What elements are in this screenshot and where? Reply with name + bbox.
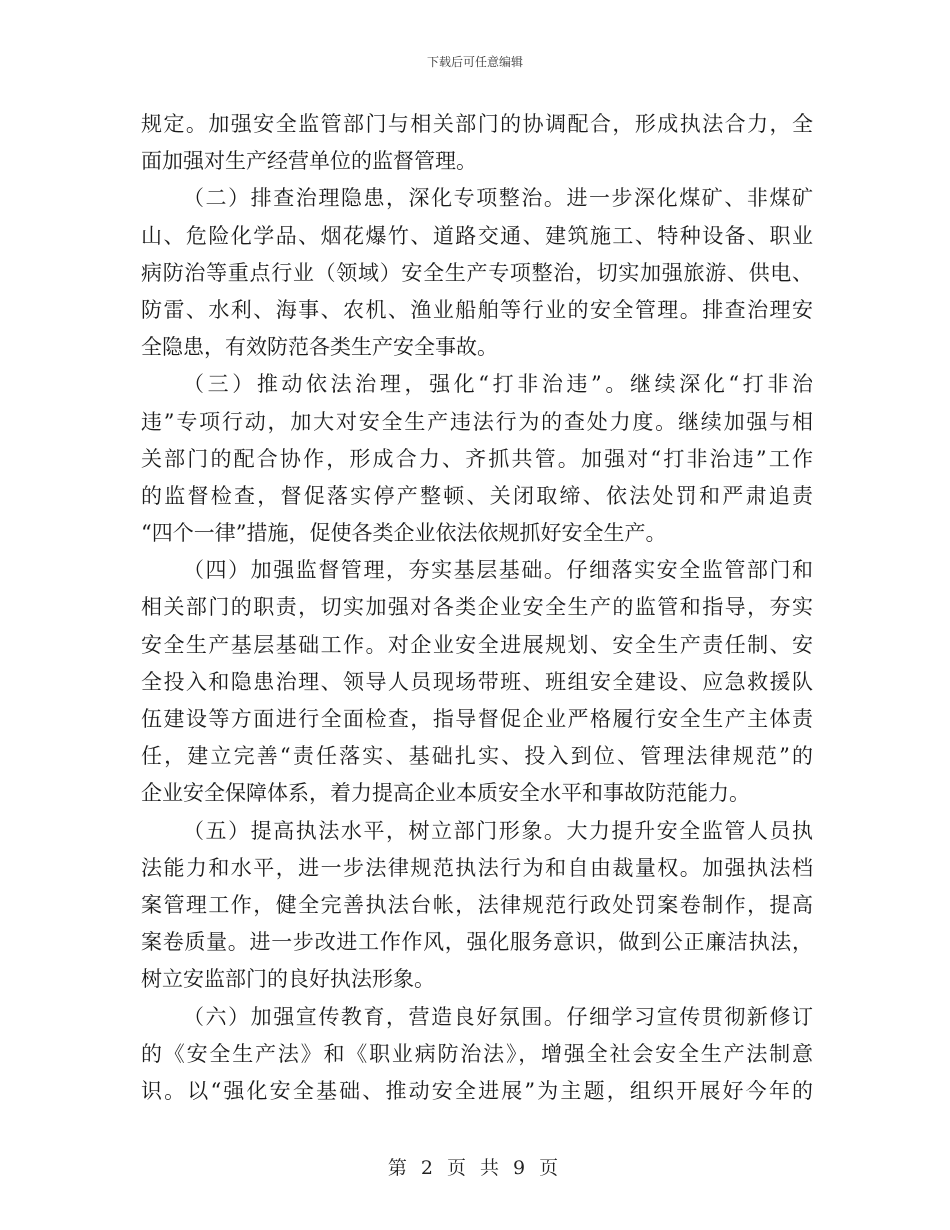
section-heading-line: （三）推动依法治理，强化“打非治违”。继续深化“打非治	[183, 372, 813, 397]
section-heading-line: （二）排查治理隐患，深化专项整治。进一步深化煤矿、非煤矿	[183, 186, 813, 211]
body-line: 伍建设等方面进行全面检查，指导督促企业严格履行安全生产主体责	[141, 707, 813, 731]
body-line: 全投入和隐患治理、领导人员现场带班、班组安全建设、应急救援队	[141, 669, 813, 694]
section-heading-line: （六）加强宣传教育，营造良好氛围。仔细学习宣传贯彻新修订	[183, 1004, 813, 1029]
page-number-footer: 第 2 页 共 9 页	[387, 1157, 563, 1179]
body-line: 安全生产基层基础工作。对企业安全进展规划、安全生产责任制、安	[141, 632, 813, 657]
document-body	[141, 106, 813, 1110]
body-line: “四个一律”措施，促使各类企业依法依规抓好安全生产。	[141, 521, 667, 546]
page-header: 下载后可任意编辑	[426, 55, 523, 69]
body-line: 全隐患，有效防范各类生产安全事故。	[141, 335, 498, 360]
body-line: 关部门的配合协作，形成合力、齐抓共管。加强对“打非治违”工作	[141, 446, 813, 471]
body-line: 的《安全生产法》和《职业病防治法》，增强全社会安全生产法制意	[141, 1041, 813, 1066]
body-line: 面加强对生产经营单位的监督管理。	[141, 149, 477, 174]
body-line: 树立安监部门的良好执法形象。	[141, 967, 435, 992]
body-line: 违”专项行动，加大对安全生产违法行为的查处力度。继续加强与相	[141, 409, 813, 434]
body-line: 防雷、水利、海事、农机、渔业船舶等行业的安全管理。排查治理安	[141, 297, 813, 322]
body-line: 识。以“强化安全基础、推动安全进展”为主题，组织开展好今年的	[141, 1078, 813, 1103]
section-heading-line: （五）提高执法水平，树立部门形象。大力提升安全监管人员执	[183, 818, 813, 843]
section-heading-line: （四）加强监督管理，夯实基层基础。仔细落实安全监管部门和	[183, 558, 813, 583]
body-line: 规定。加强安全监管部门与相关部门的协调配合，形成执法合力，全	[141, 112, 813, 136]
body-line: 企业安全保障体系，着力提高企业本质安全水平和事故防范能力。	[141, 781, 750, 806]
body-line: 法能力和水平，进一步法律规范执法行为和自由裁量权。加强执法档	[141, 855, 813, 880]
body-line: 病防治等重点行业（领域）安全生产专项整治，切实加强旅游、供电、	[141, 260, 813, 285]
body-line: 案卷质量。进一步改进工作作风，强化服务意识，做到公正廉洁执法，	[141, 930, 813, 955]
body-line: 任，建立完善“责任落实、基础扎实、投入到位、管理法律规范”的	[141, 744, 813, 769]
body-line: 山、危险化学品、烟花爆竹、道路交通、建筑施工、特种设备、职业	[141, 223, 813, 248]
body-line: 案管理工作，健全完善执法台帐，法律规范行政处罚案卷制作，提高	[141, 892, 813, 917]
body-line: 相关部门的职责，切实加强对各类企业安全生产的监管和指导，夯实	[141, 595, 813, 620]
body-line: 的监督检查，督促落实停产整顿、关闭取缔、依法处罚和严肃追责	[141, 483, 813, 508]
